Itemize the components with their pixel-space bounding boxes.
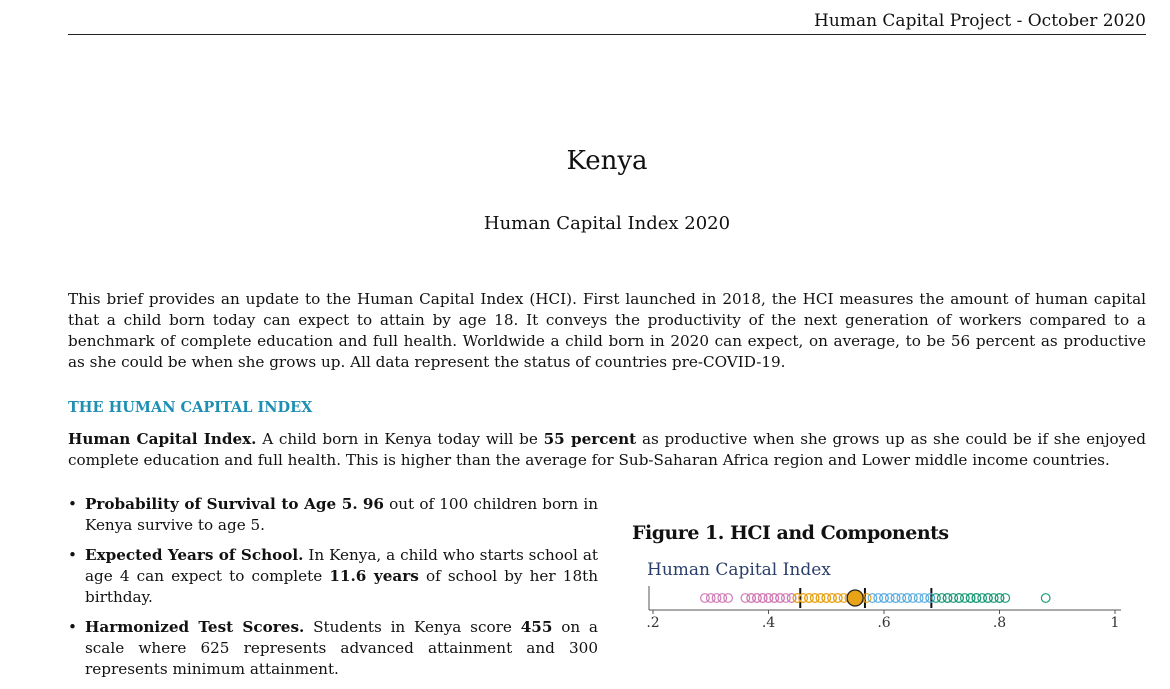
country-point [724, 594, 733, 603]
header-title: Human Capital Project - October 2020 [814, 11, 1146, 31]
x-tick-label: .8 [992, 615, 1007, 631]
figure-title: Figure 1. HCI and Components [632, 522, 949, 544]
bullet-text: Students in Kenya score [304, 618, 521, 636]
x-tick-label: 1 [1110, 615, 1120, 631]
chart-title: Human Capital Index [647, 560, 831, 580]
hci-paragraph-lead: Human Capital Index. [68, 430, 257, 448]
bullet-value: 11.6 years [329, 567, 419, 585]
bullet-lead: Expected Years of School. [85, 546, 304, 564]
bullet-value: 96 [362, 495, 384, 513]
bullet-school [68, 545, 598, 608]
bullet-text: In Kenya, a child who starts school at age 4 can expect to complete [85, 546, 598, 585]
x-tick-label: .4 [761, 615, 776, 631]
country-point [1001, 594, 1010, 603]
hci-chart [630, 584, 1130, 636]
page-subtitle: Human Capital Index 2020 [483, 213, 731, 234]
bullet-text: on a scale where 625 represents advanced attainment and 300 represents minimum attainment. [85, 618, 598, 678]
hci-paragraph-text-1: A child born in Kenya today will be [256, 430, 544, 448]
bullet-lead: Harmonized Test Scores. [85, 618, 305, 636]
x-tick-label: .2 [646, 615, 660, 631]
bullet-value: 455 [520, 618, 553, 636]
bullet-survival [68, 494, 598, 536]
hci-paragraph-text-2: as productive when she grows up as she could be if she enjoyed complete education and full health. This is higher than the average for Sub-Saharan Africa region and Lower middle income countries. [68, 430, 1146, 469]
intro-paragraph: This brief provides an update to the Human Capital Index (HCI). First launched in 2018, the HCI measures the amount of human capital that a child born today can expect to attain by age 18. It conveys the productivity of the next generation of workers compared to a benchmark of complete education and full health. Worldwide a child born in 2020 can expect, on average, to be 56 percent as productive as she could be when she grows up. All data represent the status of countries pre-COVID-19. [68, 290, 1146, 371]
bullet-text: of school by her 18th birthday. [85, 567, 598, 606]
bullet-test-scores [68, 617, 598, 680]
bullet-dot: • [68, 618, 77, 636]
bullet-lead: Probability of Survival to Age 5. [85, 495, 358, 513]
bullet-text: out of 100 children born in Kenya survive to age 5. [85, 495, 599, 534]
country-title: Kenya [566, 146, 648, 176]
kenya-point [847, 590, 863, 606]
country-point [1041, 594, 1050, 603]
hci-paragraph-value: 55 percent [543, 430, 637, 448]
component-bullets [68, 494, 598, 689]
header-divider [68, 34, 1146, 35]
x-tick-label: .6 [877, 615, 891, 631]
section-heading: THE HUMAN CAPITAL INDEX [68, 399, 313, 416]
hci-paragraph [68, 429, 1146, 471]
bullet-dot: • [68, 495, 77, 513]
bullet-dot: • [68, 546, 77, 564]
